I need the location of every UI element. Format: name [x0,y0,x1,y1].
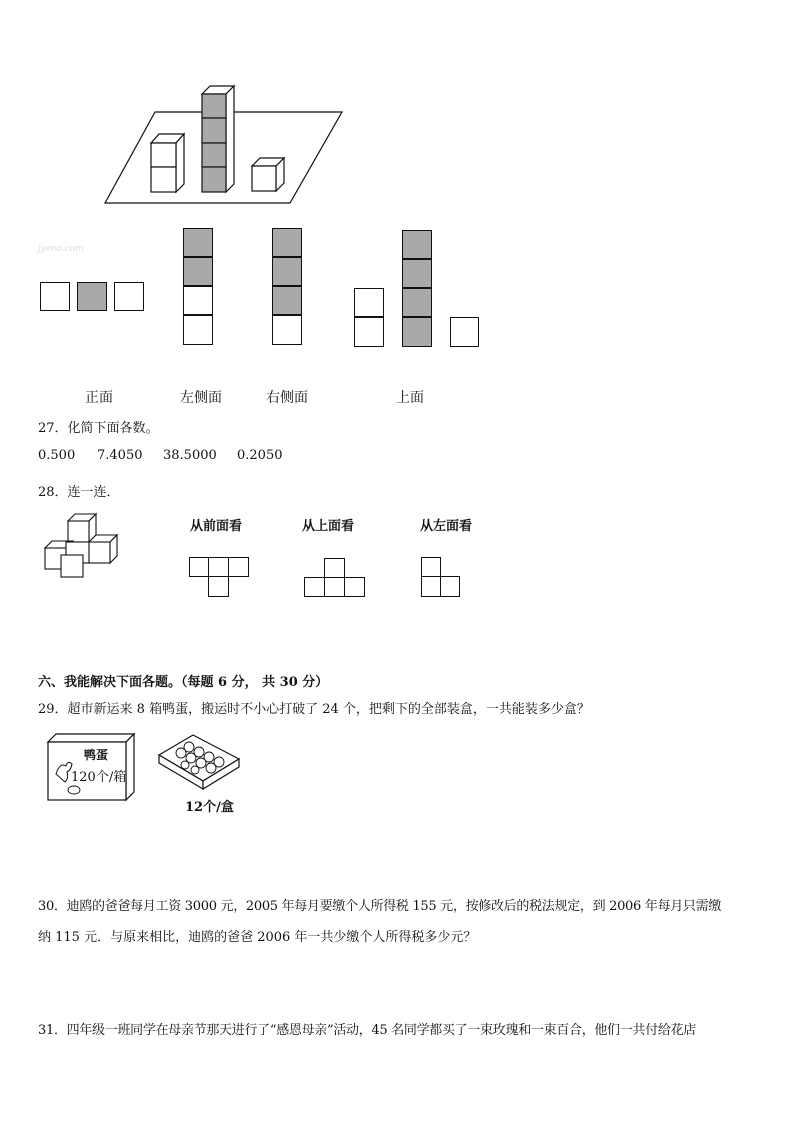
watermark: jyeoo.com [38,244,84,254]
left-cube-stack [151,134,184,192]
section6-title: 六、我能解决下面各题。（每题 6 分， 共 30 分） [38,675,329,690]
egg-box-title: 鸭蛋 [84,748,109,762]
right-cube [252,158,284,191]
q28-title: 28．连一连． [38,485,120,500]
q28-label-left: 从左面看 [420,519,473,534]
q27-number-1: 0.500 [38,448,76,463]
middle-cube-stack [202,86,234,192]
q27-number-3: 38.5000 [163,448,217,463]
label-front: 正面 [85,390,113,406]
q30-line2: 纳 115 元．与原来相比，迪鸥的爸爸 2006 年一共少缴个人所得税多少元？ [38,930,477,945]
egg-tray-label: 12个/盒 [185,800,234,815]
label-left-side: 左侧面 [180,390,222,406]
egg-tray [155,733,245,793]
q31-line1: 31．四年级一班同学在母亲节那天进行了“感恩母亲”活动，45 名同学都买了一束玫瑰和一束百合，他们一共付给花店 [38,1023,697,1038]
q28-label-front: 从前面看 [190,519,243,534]
q30-line1: 30．迪鸥的爸爸每月工资 3000 元，2005 年每月要缴个人所得税 155 元，按修改后的税法规定，到 2006 年每月只需缴 [38,899,722,914]
q28-3d-figure [0,0,140,90]
label-right-side: 右侧面 [266,390,308,406]
q28-label-top: 从上面看 [302,519,355,534]
q27-title: 27．化简下面各数。 [38,421,159,436]
label-top: 上面 [396,390,424,406]
q27-number-2: 7.4050 [97,448,143,463]
egg-box-label: 120个/箱 [71,770,127,785]
q29-text: 29．超市新运来 8 箱鸭蛋，搬运时不小心打破了 24 个，把剩下的全部装盒，一共能装多少盒？ [38,702,590,717]
q27-number-4: 0.2050 [237,448,283,463]
